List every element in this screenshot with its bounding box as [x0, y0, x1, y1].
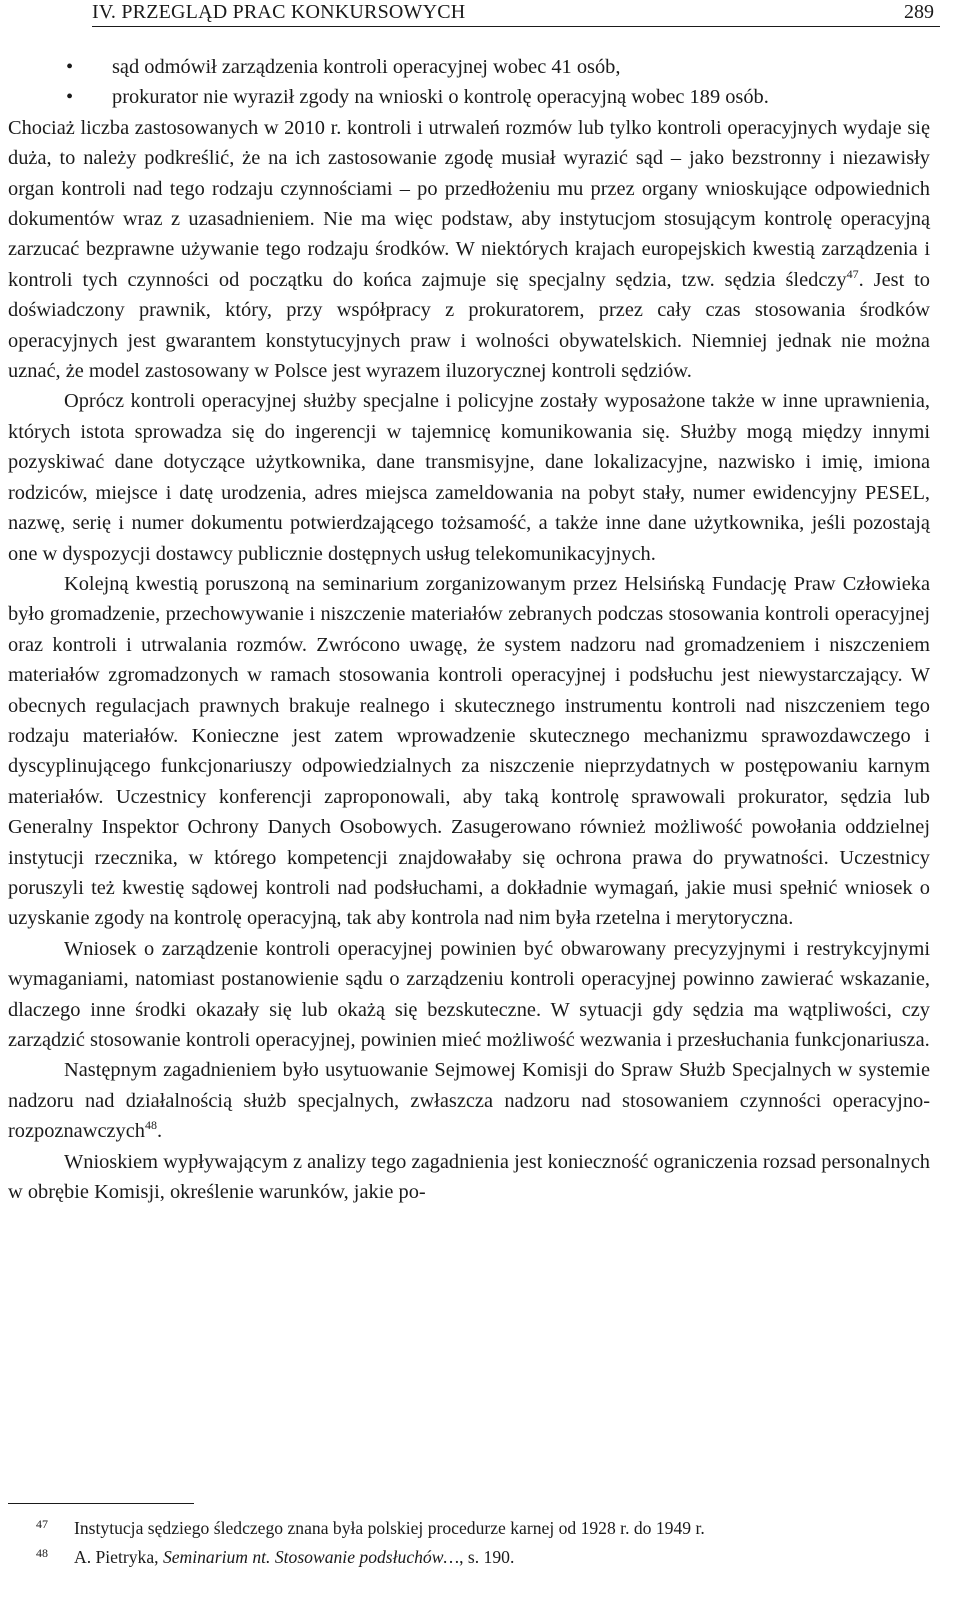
footnote-number: 48 — [36, 1546, 48, 1560]
footnote-ref: 48 — [145, 1118, 157, 1133]
list-item-text: sąd odmówił zarządzenia kontroli operacyjnej wobec 41 osób, — [112, 56, 621, 78]
bullet-list — [8, 52, 930, 113]
paragraph-text: . Jest to doświadczony prawnik, który, przy współpracy z prokuratorem, przez cały czas stosowania środków operacyjnych jest gwarantem konstytucyjnych praw i wolności obywatelskich. Niemniej jednak nie można uznać, że model zastosowany w Polsce jest wyrazem iluzorycznej kontroli sędziów. — [8, 268, 931, 383]
list-item — [8, 52, 930, 82]
footnote — [8, 1543, 930, 1572]
body-text — [8, 52, 930, 1207]
paragraph: Wniosek o zarządzenie kontroli operacyjnej powinien być obwarowany precyzyjnymi i restrykcyjnymi wymaganiami, natomiast postanowienie sądu o zarządzeniu kontroli operacyjnej powinno zawierać wskazanie, dlaczego inne środki okazały się lub okażą się bezskuteczne. W sytuacji gdy sędzia ma wątpliwości, czy zarządzić stosowanie kontroli operacyjnej, powinien mieć możliwość wezwania i przesłuchania funkcjonariusza. — [8, 937, 930, 1051]
footnote-text: Instytucja sędziego śledczego znana była polskiej procedurze karnej od 1928 r. do 1949 r. — [74, 1518, 705, 1538]
running-header — [92, 0, 940, 27]
page-number: 289 — [904, 1, 934, 23]
list-item — [8, 82, 930, 112]
footnote-title: Seminarium nt. Stosowanie podsłuchów… — [162, 1547, 460, 1567]
footnote-number: 47 — [36, 1517, 48, 1531]
footnotes — [8, 1514, 930, 1572]
paragraph-text: Następnym zagadnieniem było usytuowanie Sejmowej Komisji do Spraw Służb Specjalnych w systemie nadzoru nad działalnością służb specjalnych, zwłaszcza nadzoru nad stosowaniem czynności operacyjno-rozpoznawczych — [8, 1059, 930, 1143]
paragraph-text: . — [157, 1120, 163, 1143]
paragraph: Oprócz kontroli operacyjnej służby specjalne i policyjne zostały wyposażone także w inne uprawnienia, których istota sprowadza się do ingerencji w tajemnicę komunikowania się. Służby mogą między innymi pozyskiwać dane dotyczące użytkownika, dane transmisyjne, dane lokalizacyjne, nazwisko i imię, imiona rodziców, miejsce i datę urodzenia, adres miejsca zameldowania na pobyt stały, numer ewidencyjny PESEL, nazwę, serię i numer dokumentu potwierdzającego tożsamość, a także inne dane użytkownika, jeśli pozostają one w dyspozycji dostawcy publicznie dostępnych usług telekomunikacyjnych. — [8, 390, 930, 565]
paragraph — [8, 1055, 930, 1146]
footnote-ref: 47 — [846, 266, 859, 281]
paragraph: Wnioskiem wypływającym z analizy tego zagadnienia jest konieczność ograniczenia rozsad personalnych w obrębie Komisji, określenie warunków, jakie po- — [8, 1150, 930, 1204]
list-item-text: prokurator nie wyraził zgody na wnioski o kontrolę operacyjną wobec 189 osób. — [112, 86, 769, 109]
footnote-divider — [8, 1503, 194, 1504]
section-title: IV. PRZEGLĄD PRAC KONKURSOWYCH — [92, 1, 466, 23]
footnote-author: A. Pietryka, — [74, 1547, 163, 1567]
paragraph — [8, 113, 930, 387]
footnote — [8, 1514, 930, 1543]
bullet-icon: • — [66, 86, 74, 109]
bullet-icon: • — [66, 56, 74, 78]
paragraph-text: Chociaż liczba zastosowanych w 2010 r. kontroli i utrwaleń rozmów lub tylko kontroli operacyjnych wydaje się duża, to należy podkreślić, że na ich zastosowanie zgodę musiał wyrazić sąd – jako bezstronny i niezawisły organ kontroli nad tego rodzaju czynnościami – po przedłożeniu mu przez organy wnioskujące odpowiednich dokumentów wraz z uzasadnieniem. Nie ma więc podstaw, aby instytucjom stosującym kontrolę operacyjną zarzucać bezprawne używanie tego rodzaju środków. W niektórych krajach europejskich kwestią zarządzenia i kontroli tych czynności od początku do końca zajmuje się specjalny sędzia, tzw. sędzia śledczy — [8, 116, 930, 291]
footnote-rest: , s. 190. — [459, 1547, 515, 1567]
paragraph: Kolejną kwestią poruszoną na seminarium zorganizowanym przez Helsińską Fundację Praw Człowieka było gromadzenie, przechowywanie i niszczenie materiałów zebranych podczas stosowania kontroli operacyjnej oraz kontroli i utrwalania rozmów. Zwrócono uwagę, że system nadzoru nad gromadzeniem i niszczeniem materiałów zgromadzonych w ramach stosowania kontroli operacyjnej i podsłuchu jest niewystarczający. W obecnych regulacjach prawnych brakuje realnego i skutecznego instrumentu kontroli nad niszczeniem tego rodzaju materiałów. Konieczne jest zatem wprowadzenie skutecznego mechanizmu sprawozdawczego i dyscyplinującego funkcjonariuszy odpowiedzialnych za niszczenie nieprzydatnych w postępowaniu karnym materiałów. Uczestnicy konferencji zaproponowali, aby taką kontrolę sprawowali prokurator, sędzia lub Generalny Inspektor Ochrony Danych Osobowych. Zasugerowano również możliwość powołania oddzielnej instytucji rzecznika, w którego kompetencji znajdowałaby się ochrona prawa do prywatności. Uczestnicy poruszyli też kwestię sądowej kontroli nad podsłuchami, a dokładnie wymagań, jakie musi spełnić wniosek o uzyskanie zgody na kontrolę operacyjną, tak aby kontrola nad nim była rzetelna i merytoryczna. — [8, 572, 930, 930]
